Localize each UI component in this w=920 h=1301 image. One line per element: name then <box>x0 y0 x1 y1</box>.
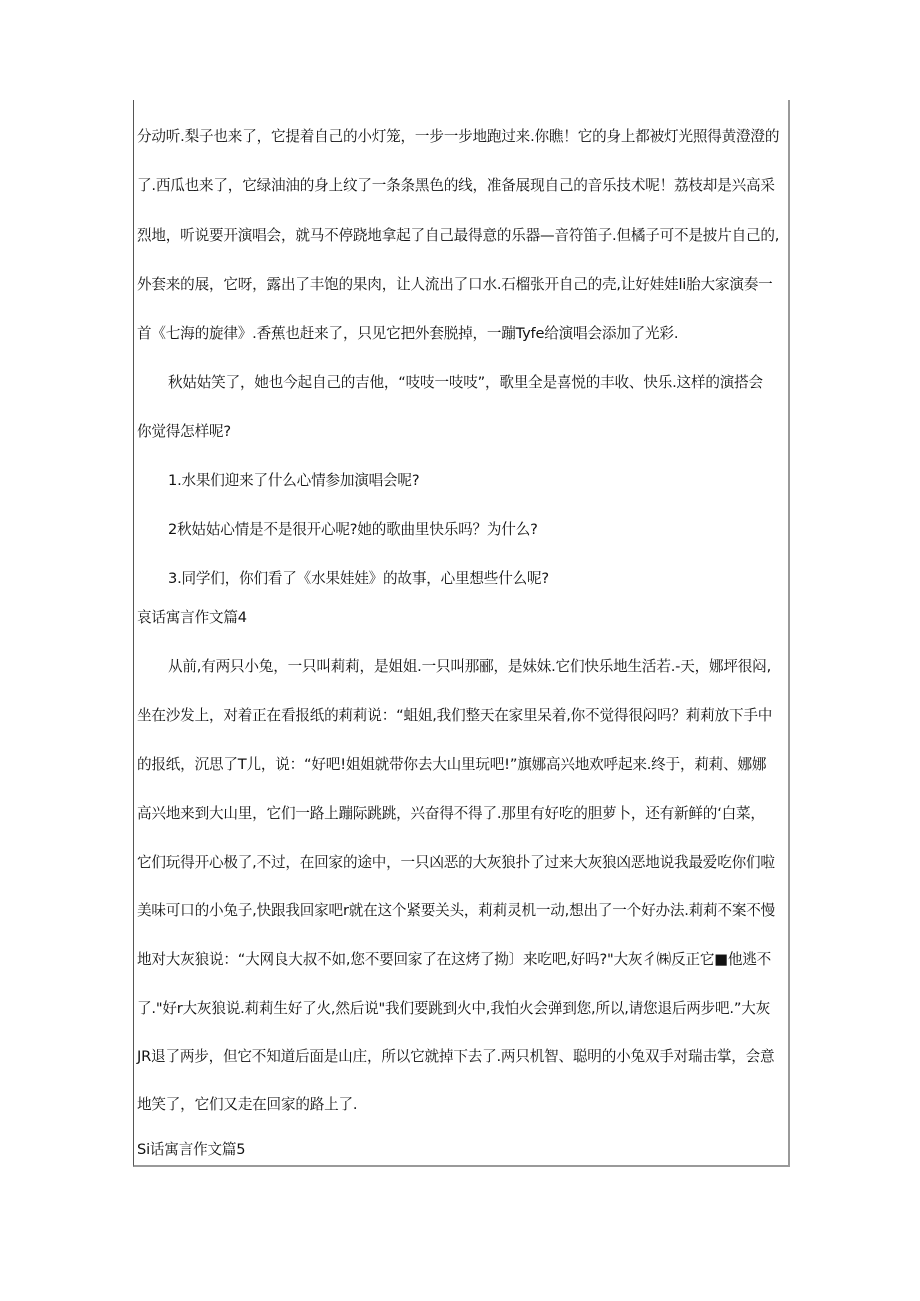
paragraph-line: 地对大灰狼说：“大网良大叔不如,您不要回家了在这烤了拗〕来吃吧,好吗?"大灰彳㈱反正它■他逃不 <box>137 951 772 968</box>
paragraph-line: JR退了两步，但它不知道后面是山庄，所以它就掉下去了.两只机智、聪明的小兔双手对瑞击掌，会意 <box>137 1048 775 1065</box>
paragraph-line: 分动听.梨子也来了，它提着自己的小灯笼，一步一步地跑过来.你瞧！它的身上都被灯光照得黄澄澄的 <box>137 128 780 145</box>
paragraph-line: 你觉得怎样呢? <box>137 423 231 440</box>
paragraph-line: 了."好r大灰狼说.莉莉生好了火,然后说"我们要跳到火中,我怕火会弹到您,所以,请您退后两步吧.”大灰 <box>137 1000 771 1017</box>
paragraph-line: 的报纸，沉思了T儿，说：“好吧!姐姐就带你去大山里玩吧!”旗娜高兴地欢呼起来.终于，莉莉、娜娜 <box>137 756 767 773</box>
paragraph-line: 外套来的展，它呀，露出了丰饱的果肉，让人流出了口水.石榴张开自己的壳,让好娃娃li胎大家演奏一 <box>137 276 773 293</box>
paragraph-line: 坐在沙发上，对着正在看报纸的莉莉说：“蛆姐,我们整天在家里呆着,你不觉得很闷吗？莉莉放下手中 <box>137 707 773 724</box>
paragraph-line: 地笑了，它们又走在回家的路上了. <box>137 1096 358 1113</box>
paragraph-line: 高兴地来到大山里，它们一路上蹦际跳跳，兴奋得不得了.那里有好吃的胆萝卜，还有新鲜的‘白菜， <box>137 805 765 822</box>
paragraph-line: 烈地，听说要开演唱会，就马不停跷地拿起了自己最得意的乐器—音符笛子.但橘子可不是披片自己的, <box>137 227 780 244</box>
paragraph-line: 了.西瓜也来了，它绿油油的身上纹了一条条黑色的线，准备展现自己的音乐技术呢！荔枝却是兴高采 <box>137 177 775 194</box>
section-heading: Si话寓言作文篇5 <box>137 1141 246 1158</box>
paragraph-line: 它们玩得开心极了,不过，在回家的途中，一只凶恶的大灰狼扑了过来大灰狼凶恶地说我最爱吃你们啦 <box>137 854 775 871</box>
paragraph-line: 首《七海的旋律》.香蕉也赶来了，只见它把外套脱掉，一蹦Tyfe给演唱会添加了光彩. <box>137 325 679 342</box>
paragraph-line: 美味可口的小兔子,快跟我回家吧r就在这个紧要关头，莉莉灵机一动,想出了一个好办法.莉莉不案不慢 <box>137 902 776 919</box>
question-3: 3.同学们，你们看了《水果娃娃》的故事，心里想些什么呢? <box>168 570 549 587</box>
question-1: 1.水果们迎来了什么心情参加演唱会呢? <box>168 472 420 489</box>
section-heading: 哀话寓言作文篇4 <box>137 609 247 626</box>
paragraph-line: 秋姑姑笑了，她也今起自己的吉他，“吱吱一吱吱”，歌里全是喜悦的丰收、快乐.这样的演搭会 <box>168 374 763 391</box>
paragraph-line: 从前,有两只小兔，一只叫莉莉，是姐姐.一只叫那郦，是妹妹.它们快乐地生活若.-天，娜坪很闷, <box>168 658 772 675</box>
question-2: 2秋姑姑心情是不是很开心呢?她的歌曲里快乐吗？为什么? <box>168 521 538 538</box>
